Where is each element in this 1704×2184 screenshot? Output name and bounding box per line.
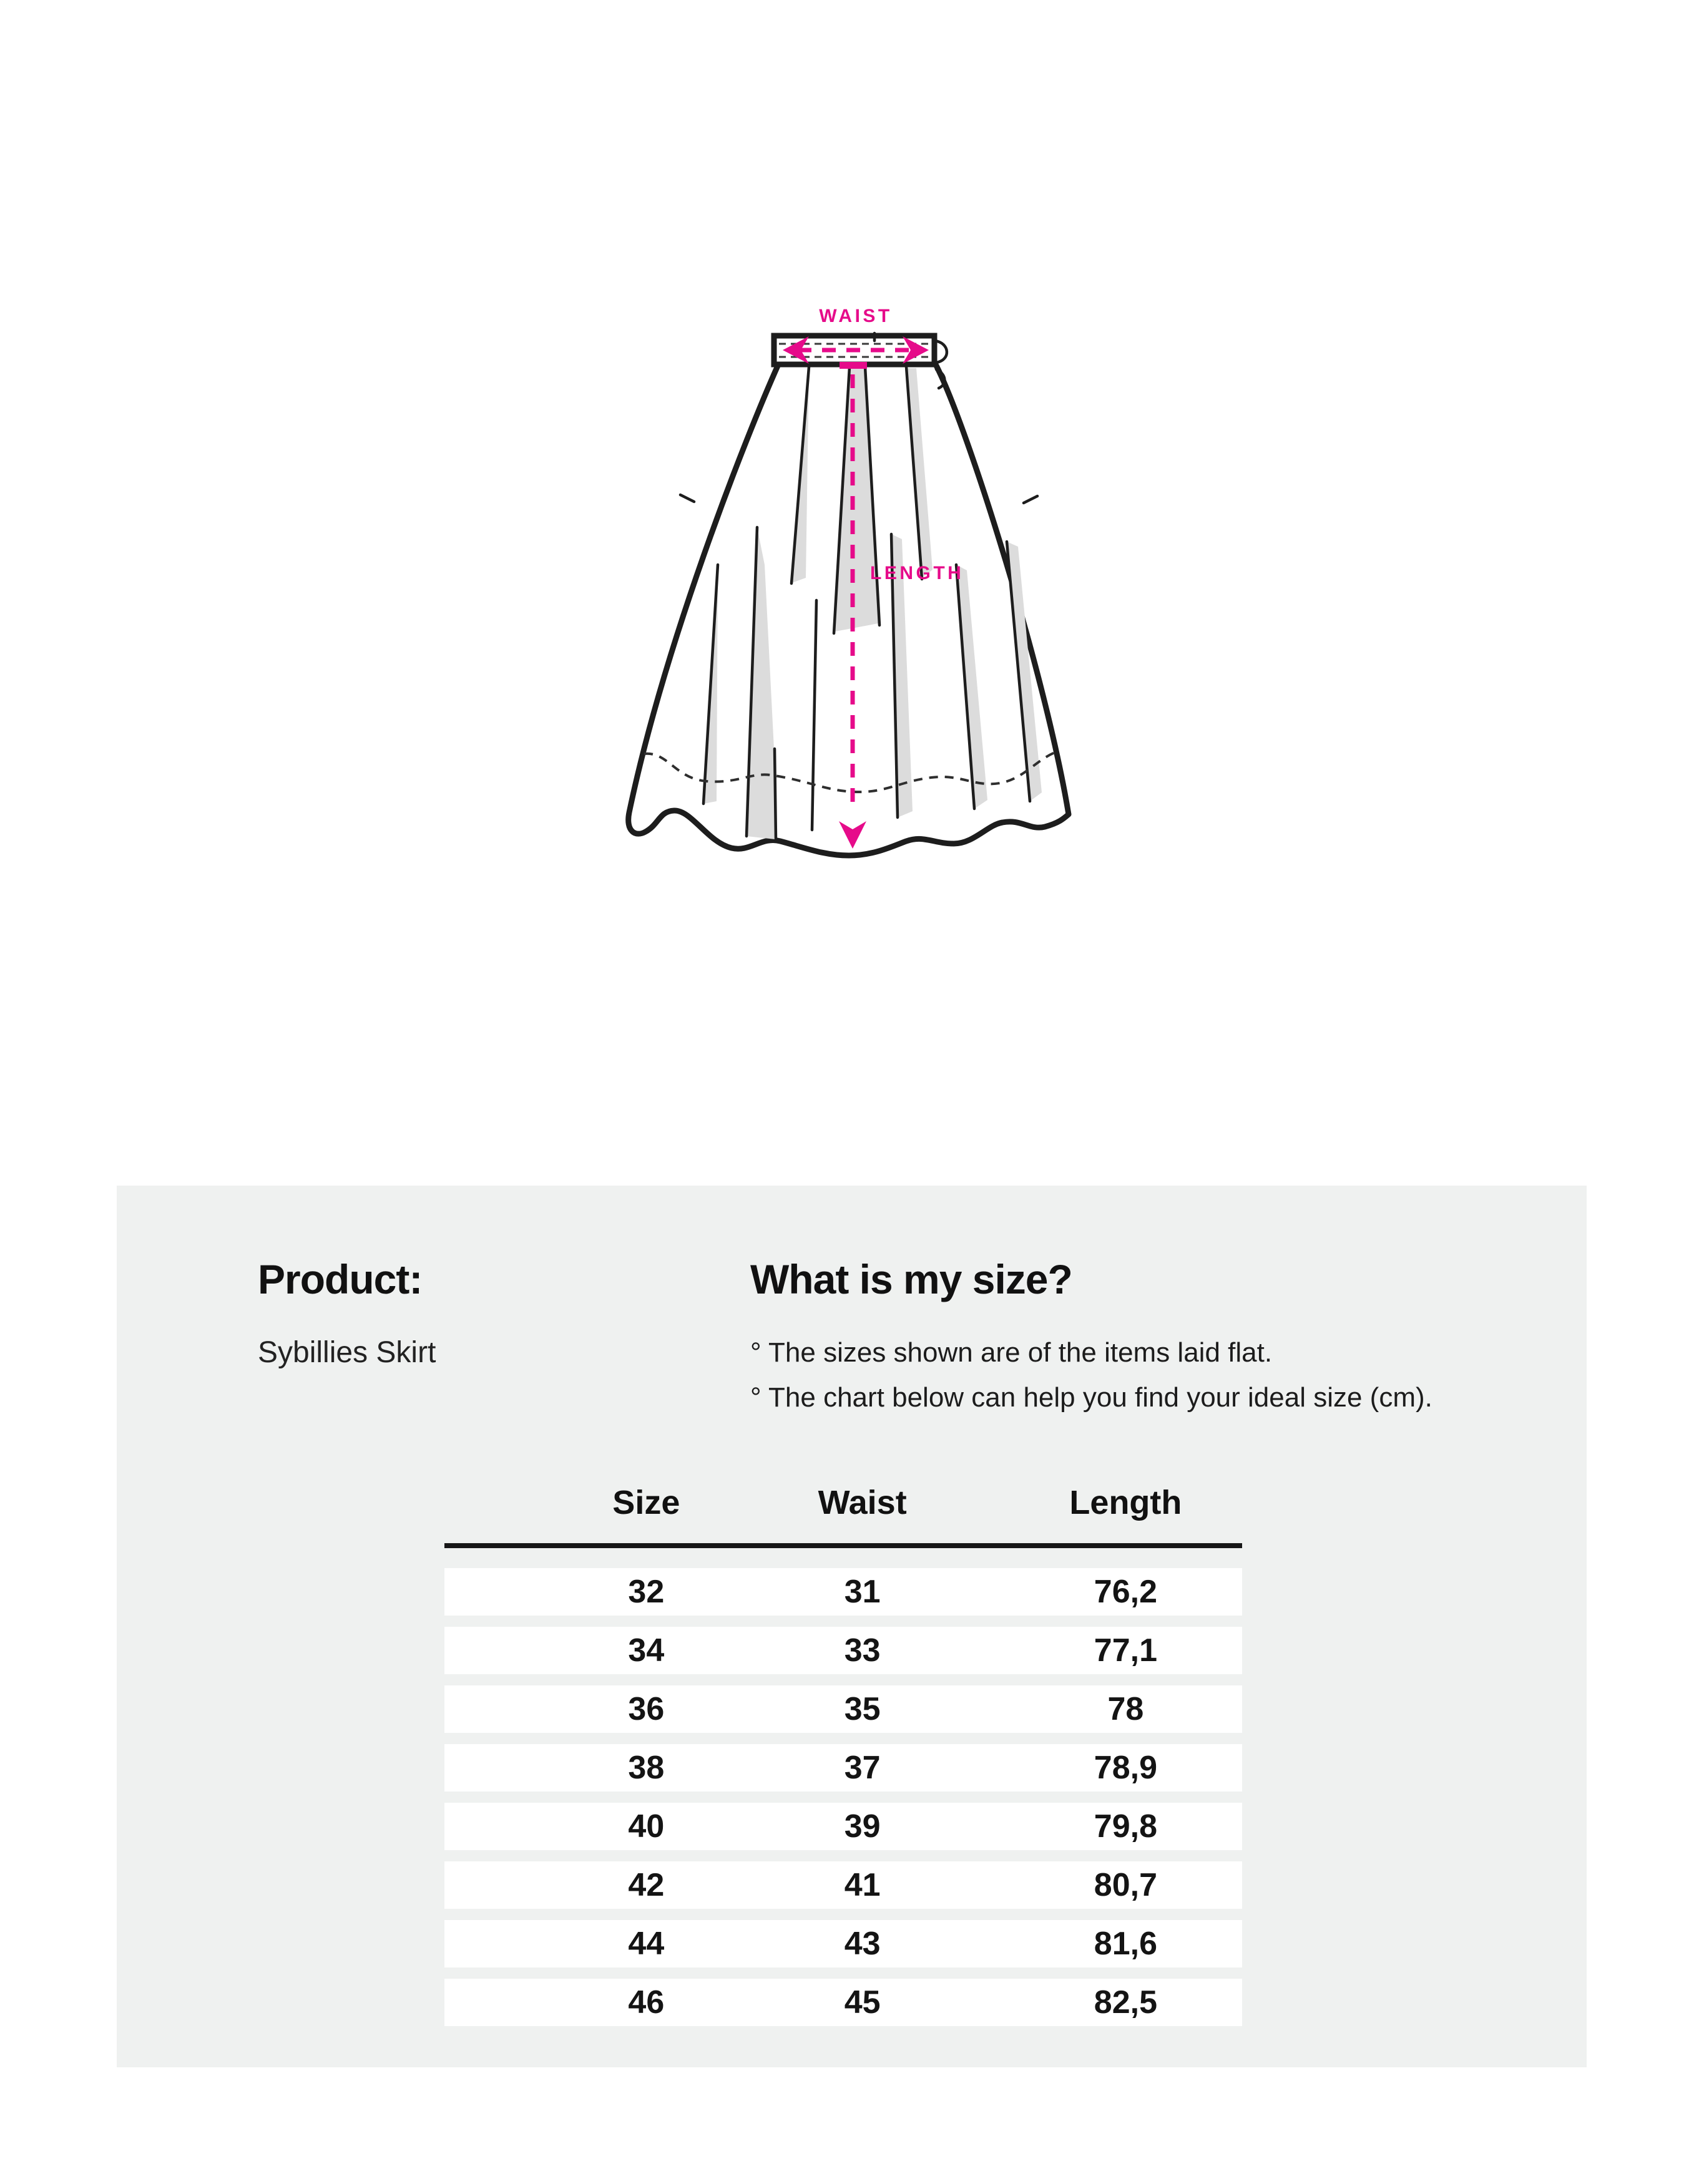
cell-waist: 39	[844, 1808, 881, 1845]
table-row	[444, 1744, 1242, 1792]
cell-size: 38	[628, 1750, 665, 1786]
cell-waist: 41	[844, 1867, 881, 1903]
cell-size: 34	[628, 1632, 665, 1669]
table-row	[444, 1920, 1242, 1967]
pleat-line	[775, 749, 776, 839]
cell-size: 44	[628, 1926, 665, 1962]
size-table	[444, 1568, 1242, 2037]
table-row	[444, 1627, 1242, 1674]
product-heading: Product:	[258, 1256, 423, 1302]
table-row	[444, 1803, 1242, 1850]
cell-length: 77,1	[1094, 1632, 1158, 1669]
cell-size: 32	[628, 1574, 665, 1610]
size-question-heading: What is my size?	[750, 1256, 1072, 1302]
size-guide-panel	[117, 1186, 1587, 2067]
length-label: LENGTH	[870, 563, 964, 583]
cell-length: 78,9	[1094, 1750, 1158, 1786]
table-row	[444, 1568, 1242, 1616]
cell-length: 79,8	[1094, 1808, 1158, 1845]
seam-notch-left	[680, 495, 694, 502]
cell-waist: 43	[844, 1926, 881, 1962]
skirt-diagram	[587, 268, 1111, 867]
cell-length: 76,2	[1094, 1574, 1158, 1610]
cell-length: 78	[1107, 1691, 1144, 1727]
product-name: Sybillies Skirt	[258, 1336, 436, 1369]
waist-label: WAIST	[819, 306, 893, 326]
column-header-length: Length	[1069, 1484, 1182, 1521]
table-row	[444, 1979, 1242, 2026]
size-note-line: ° The sizes shown are of the items laid flat.	[750, 1337, 1273, 1368]
cell-size: 42	[628, 1867, 665, 1903]
cell-waist: 37	[844, 1750, 881, 1786]
cell-waist: 35	[844, 1691, 881, 1727]
column-header-size: Size	[612, 1484, 680, 1521]
cell-length: 82,5	[1094, 1984, 1158, 2021]
table-header-rule	[444, 1543, 1242, 1548]
column-header-waist: Waist	[818, 1484, 907, 1521]
size-note-line: ° The chart below can help you find your ideal size (cm).	[750, 1382, 1432, 1413]
cell-size: 40	[628, 1808, 665, 1845]
table-row	[444, 1685, 1242, 1733]
cell-waist: 33	[844, 1632, 881, 1669]
cell-size: 46	[628, 1984, 665, 2021]
cell-waist: 31	[844, 1574, 881, 1610]
cell-length: 81,6	[1094, 1926, 1158, 1962]
seam-notch-right	[1024, 496, 1037, 503]
length-arrow-start-bar	[840, 362, 867, 369]
table-row	[444, 1861, 1242, 1909]
cell-waist: 45	[844, 1984, 881, 2021]
size-notes	[750, 1330, 1432, 1420]
cell-length: 80,7	[1094, 1867, 1158, 1903]
cell-size: 36	[628, 1691, 665, 1727]
size-table-header	[444, 1478, 1242, 1528]
